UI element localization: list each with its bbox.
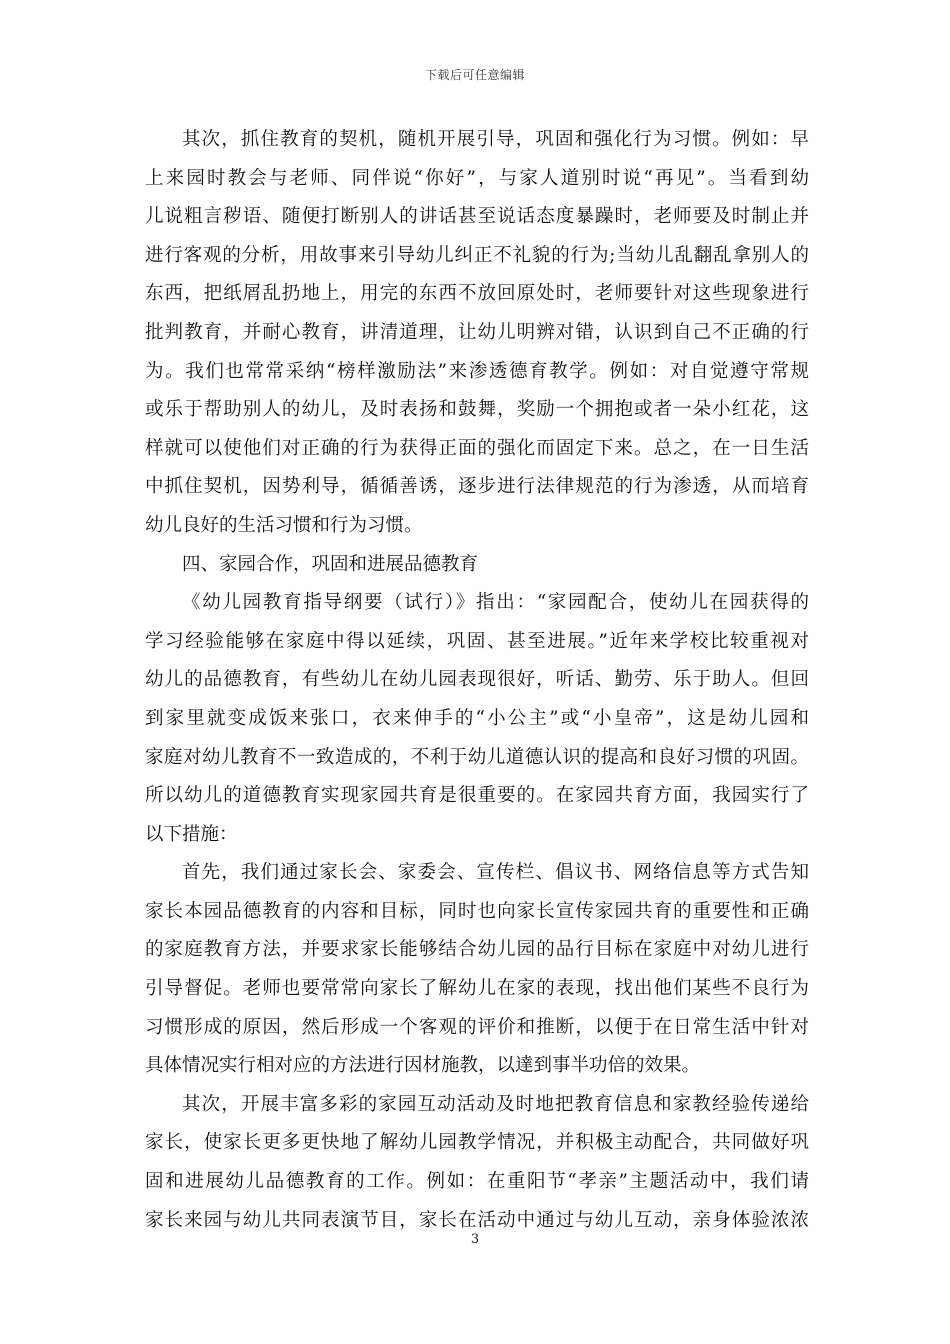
text-line: 东西，把纸屑乱扔地上，用完的东西不放回原处时，老师要针对这些现象进行 [145, 283, 809, 305]
text-line: 进行客观的分析，用故事来引导幼儿纠正不礼貌的行为;当幼儿乱翻乱拿别人的 [145, 244, 809, 266]
text-line: 固和进展幼儿品德教育的工作。例如：在重阳节“孝亲”主题活动中，我们请 [145, 1171, 809, 1193]
section-heading [145, 546, 809, 585]
paragraph-second-measure [145, 1086, 809, 1240]
text-line: 中抓住契机，因势利导，循循善诱，逐步进行法律规范的行为渗透，从而培育 [145, 476, 809, 498]
text-line: 家长来园与幼儿共同表演节目，家长在活动中通过与幼儿互动，亲身体验浓浓 [145, 1209, 809, 1231]
text-line: 为。我们也常常采纳“榜样激励法”来渗透德育教学。例如：对自觉遵守常规 [145, 360, 809, 382]
paragraph-habits [145, 121, 809, 546]
page-header: 下载后可任意编辑 [424, 68, 525, 82]
text-line: 学习经验能够在家庭中得以延续，巩固、甚至进展。”近年来学校比较重视对 [145, 630, 809, 652]
text-line: 的家庭教育方法，并要求家长能够结合幼儿园的品行目标在家庭中对幼儿进行 [145, 939, 809, 961]
text-line: 幼儿良好的生活习惯和行为习惯。 [145, 514, 423, 536]
text-line: 习惯形成的原因，然后形成一个客观的评价和推断，以便于在日常生活中针对 [145, 1016, 809, 1038]
paragraph-guideline [145, 584, 809, 854]
text-line: 其次，抓住教育的契机，随机开展引导，巩固和强化行为习惯。例如：早 [182, 129, 809, 150]
text-line: 家长，使家长更多更快地了解幼儿园教学情况，并积极主动配合，共同做好巩 [145, 1132, 809, 1154]
paragraph-first-measure [145, 854, 809, 1086]
text-line: 或乐于帮助别人的幼儿，及时表扬和鼓舞，奖励一个拥抱或者一朵小红花，这 [145, 399, 809, 421]
text-line: 上来园时教会与老师、同伴说“你好”，与家人道别时说“再见”。当看到幼 [145, 167, 809, 189]
text-line: 引导督促。老师也要常常向家长了解幼儿在家的表现，找出他们某些不良行为 [145, 978, 809, 1000]
text-line: 以下措施： [145, 823, 238, 845]
heading-line: 四、家园合作，巩固和进展品德教育 [182, 553, 479, 575]
body-text [145, 121, 809, 1240]
text-line: 家庭对幼儿教育不一致造成的，不利于幼儿道德认识的提高和良好习惯的巩固。 [145, 746, 809, 768]
text-line: 到家里就变成饭来张口，衣来伸手的“小公主”或“小皇帝”，这是幼儿园和 [145, 707, 809, 729]
text-line: 样就可以使他们对正确的行为获得正面的强化而固定下来。总之，在一日生活 [145, 437, 809, 459]
text-line: 幼儿的品德教育，有些幼儿在幼儿园表现很好，听话、勤劳、乐于助人。但回 [145, 669, 809, 691]
text-line: 家长本园品德教育的内容和目标，同时也向家长宣传家园共育的重要性和正确 [145, 900, 809, 922]
text-line: 其次，开展丰富多彩的家园互动活动及时地把教育信息和家教经验传递给 [182, 1093, 809, 1115]
text-line: 具体情况实行相对应的方法进行因材施教，以達到事半功倍的效果。 [145, 1055, 701, 1077]
page-number: 3 [470, 1232, 480, 1247]
text-line: 首先，我们通过家长会、家委会、宣传栏、倡议书、网络信息等方式告知 [182, 862, 809, 884]
text-line: 《幼儿园教育指导纲要（试行）》指出：“家园配合，使幼儿在园获得的 [182, 592, 809, 614]
text-line: 儿说粗言秽语、随便打断别人的讲话甚至说话态度暴躁时，老师要及时制止并 [145, 206, 809, 228]
text-line: 批判教育，并耐心教育，讲清道理，让幼儿明辨对错，认识到自己不正确的行 [145, 321, 809, 343]
text-line: 所以幼儿的道德教育实现家园共育是很重要的。在家园共育方面，我园实行了 [145, 785, 809, 807]
